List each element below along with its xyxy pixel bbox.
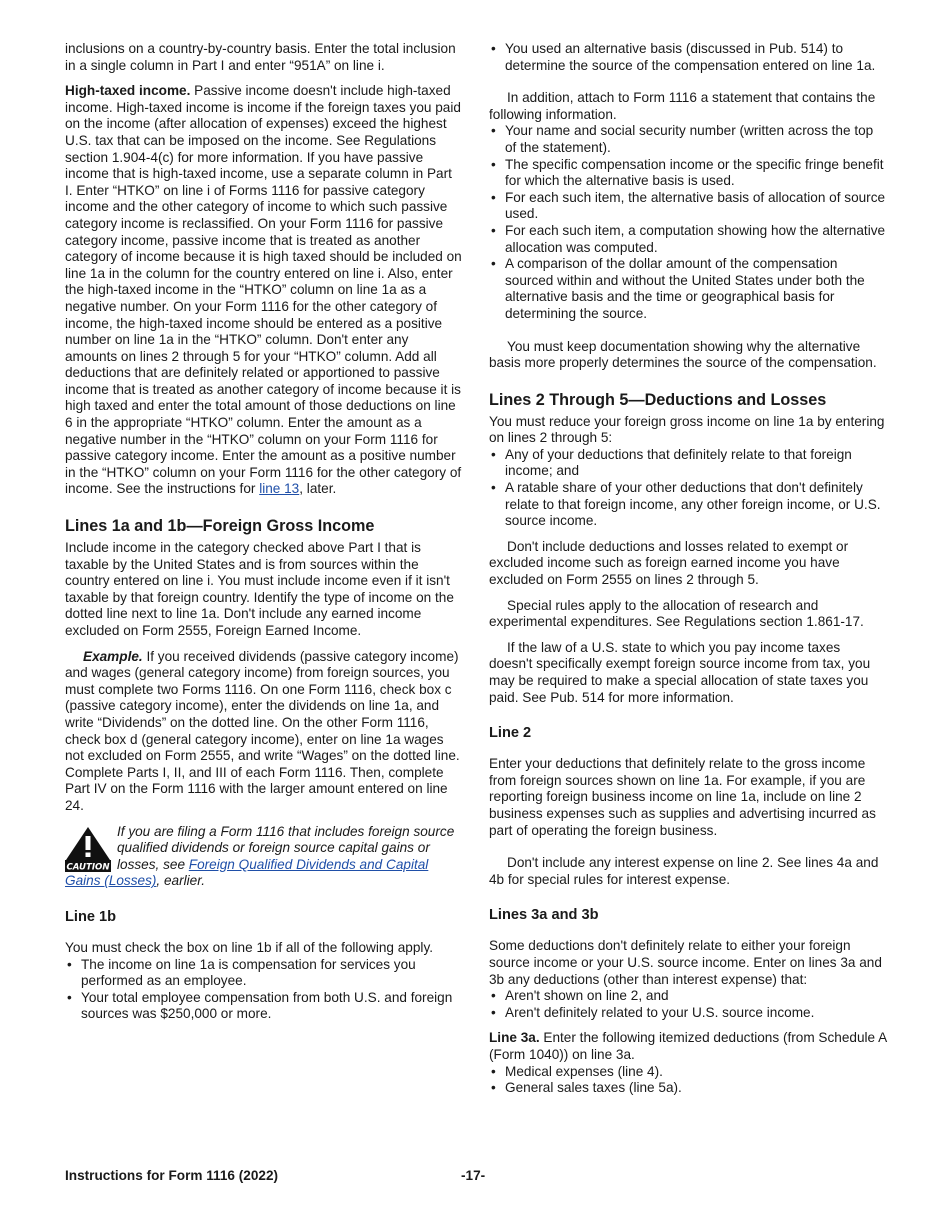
list-item: • Aren't definitely related to your U.S. source income.: [489, 1005, 887, 1022]
caution-icon-label: CAUTION: [66, 862, 110, 872]
list-item: • Aren't shown on line 2, and: [489, 988, 887, 1005]
interest-paragraph: Don't include any interest expense on line 2. See lines 4a and 4b for special rules for interest expense.: [489, 855, 879, 887]
caution-icon: [65, 826, 111, 872]
alternative-basis-list: [489, 41, 887, 74]
page-number: -17-: [461, 1168, 486, 1183]
list-item: • A comparison of the dollar amount of the compensation sourced within and without the United States under both the alternative basis and the time or geographical basis for determining the source.: [489, 256, 887, 322]
state-taxes-paragraph: If the law of a U.S. state to which you pay income taxes doesn't specifically exempt foreign source income from tax, you may be required to make a special allocation of state taxes you paid. See Pub. 514 for more information.: [489, 639, 871, 705]
foreign-qualified-dividends-link[interactable]: Foreign Qualified Dividends and Capital Gains (Losses): [65, 856, 429, 889]
list-item: • The specific compensation income or the specific fringe benefit for which the alternative basis is used.: [489, 157, 887, 190]
high-taxed-label: High-taxed income.: [65, 83, 191, 99]
footer-title: Instructions for Form 1116 (2022): [65, 1168, 279, 1183]
caution-tail: , earlier.: [156, 873, 206, 889]
line-3a-list: [489, 1064, 887, 1097]
right-column: [489, 41, 887, 1097]
line-3a-text: Enter the following itemized deductions (from Schedule A (Form 1040)) on line 3a.: [489, 1030, 887, 1062]
line-1b-list: [65, 957, 463, 1023]
example-paragraph: [65, 649, 463, 815]
line-1b-paragraph: You must check the box on line 1b if all of the following apply.: [65, 939, 434, 955]
high-taxed-text: Passive income doesn't include high-taxed income. High-taxed income is income if the foreign taxes you paid on the income (after allocation of expenses) exceed the highest U.S. tax that can be imposed on the income. See Regulations section 1.904-4(c) for more information. If you have passive income that is high-taxed income, use a separate column in Part I. Enter “HTKO” on line i of Forms 1116 for passive category income and the other category of income to which such passive category income is reclassified. On your Form 1116 for passive category income, passive income that is treated as another category of income because it is high taxed should be included on line 1a in the column for the country entered on line i. Also, enter the high-taxed income in the “HTKO” column on line 1a as a negative number. On your Form 1116 for the other category of income, the high-taxed income should be entered as a positive number on line 1a in the “HTKO” column. Don't enter any amounts on lines 2 through 5 for your “HTKO” column. Add all deductions that are definitely related or apportioned to passive income that is treated as another category of income because it is high taxed and enter the total amount of those deductions on line 6 in the appropriate “HTKO” column. Enter the amount as a negative number in the “HTKO” column on your Form 1116 for passive category income. Enter the amount as a positive number in the “HTKO” column on your Form 1116 for the other category of income. See the instructions for: [65, 83, 462, 497]
heading-line-2: Line 2: [489, 725, 532, 742]
heading-lines-3a-3b: Lines 3a and 3b: [489, 907, 599, 924]
high-taxed-tail: , later.: [299, 481, 337, 497]
list-item: • For each such item, a computation showing how the alternative allocation was computed.: [489, 223, 887, 256]
caution-note: [65, 824, 463, 890]
page-footer: [65, 1168, 885, 1186]
reduce-list: [489, 447, 887, 530]
list-item: • For each such item, the alternative basis of allocation of source used.: [489, 190, 887, 223]
list-item: • Medical expenses (line 4).: [489, 1064, 887, 1081]
example-label: Example.: [83, 648, 143, 664]
exempt-paragraph: Don't include deductions and losses related to exempt or excluded income such as foreign earned income you have excluded on Form 2555 on lines 2 through 5.: [489, 538, 849, 588]
list-item: • Your name and social security number (written across the top of the statement).: [489, 123, 887, 156]
example-text: If you received dividends (passive category income) and wages (general category income) from foreign sources, you must complete two Forms 1116. On one Form 1116, check box c (passive category income), enter the dividends on line 1a, and write “Dividends” on the dotted line. On the other Form 1116, check box d (general category income), enter on line 1a wages not excluded on Form 2555, and write “Wages” on the dotted line. Complete Parts I, II, and III of each Form 1116. Then, complete Part IV on the Form 1116 with the larger amount entered on line 24.: [65, 648, 460, 813]
list-item: • Your total employee compensation from both U.S. and foreign sources was $250,000 or more.: [65, 990, 463, 1023]
keep-documentation-paragraph: You must keep documentation showing why the alternative basis more properly determines the source of the compensation.: [489, 338, 877, 371]
heading-lines-1a-1b: Lines 1a and 1b—Foreign Gross Income: [65, 517, 375, 536]
list-item: • You used an alternative basis (discussed in Pub. 514) to determine the source of the compensation entered on line 1a.: [489, 41, 887, 74]
line-2-paragraph: Enter your deductions that definitely relate to the gross income from foreign sources shown on line 1a. For example, if you are reporting foreign business income on line 1a, include on line 2 business expenses such as supplies and advertising incurred as part of operating the foreign business.: [489, 756, 876, 838]
special-rules-paragraph: Special rules apply to the allocation of research and experimental expenditures. See Regulations section 1.861-17.: [489, 597, 864, 630]
heading-line-1b: Line 1b: [65, 908, 117, 925]
attach-paragraph: In addition, attach to Form 1116 a statement that contains the following information.: [489, 90, 876, 122]
list-item: • General sales taxes (line 5a).: [489, 1080, 887, 1097]
high-taxed-paragraph: [65, 83, 463, 498]
list-item: • A ratable share of your other deductions that don't definitely relate to that foreign income, any other foreign income, or U.S. source income.: [489, 480, 887, 530]
line-13-link[interactable]: line 13: [259, 481, 300, 497]
left-column: [65, 41, 463, 1023]
list-item: • The income on line 1a is compensation for services you performed as an employee.: [65, 957, 463, 990]
intro-paragraph: inclusions on a country-by-country basis. Enter the total inclusion in a single column in Part I and enter “951A” on line i.: [65, 41, 456, 73]
heading-lines-2-through-5: Lines 2 Through 5—Deductions and Losses: [489, 390, 827, 409]
lines-3a-3b-paragraph: Some deductions don't definitely relate to either your foreign source income or your U.S. source income. Enter on lines 3a and 3b any deductions (other than interest expense) that:: [489, 938, 882, 987]
line-3a-label: Line 3a.: [489, 1030, 540, 1046]
lines-3a-3b-list: [489, 988, 887, 1021]
caution-text: If you are filing a Form 1116 that includes foreign source qualified dividends or foreign source capital gains or losses, see: [117, 823, 455, 872]
attach-list: [489, 123, 887, 322]
list-item: • Any of your deductions that definitely relate to that foreign income; and: [489, 447, 887, 480]
lines-1a-1b-paragraph: Include income in the category checked above Part I that is taxable by the United States and is from sources within the country entered on line i. You must include income even if it isn't taxable by that foreign country. Identify the type of income on the dotted line next to line 1a. Don't include any earned income excluded on Form 2555, Foreign Earned Income.: [65, 540, 454, 638]
reduce-paragraph: You must reduce your foreign gross income on line 1a by entering on lines 2 through 5:: [489, 413, 885, 446]
line-3a-paragraph: [489, 1030, 887, 1063]
